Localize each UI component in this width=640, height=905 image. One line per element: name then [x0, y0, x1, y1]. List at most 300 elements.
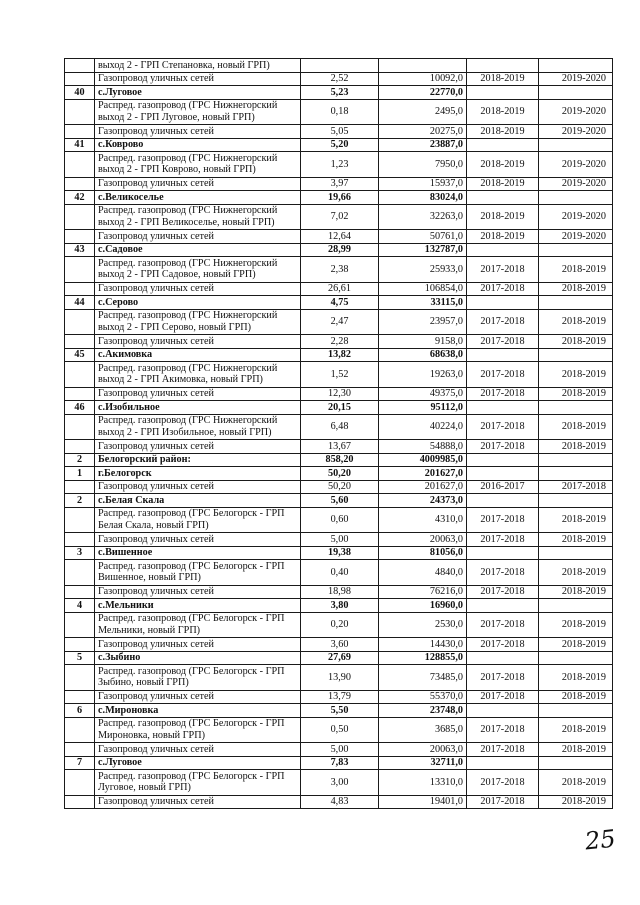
- description-cell: Распред. газопровод (ГРС Белогорск - ГРП Белая Скала, новый ГРП): [95, 507, 301, 533]
- row-number-cell: 1: [65, 467, 95, 481]
- length-cell: 27,69: [301, 651, 379, 665]
- cost-cell: 32263,0: [379, 204, 467, 230]
- end-period-cell: 2018-2019: [539, 612, 613, 638]
- row-number-cell: [65, 59, 95, 73]
- start-period-cell: [467, 453, 539, 467]
- description-cell: с.Серово: [95, 296, 301, 310]
- length-cell: 0,50: [301, 717, 379, 743]
- start-period-cell: [467, 243, 539, 257]
- start-period-cell: 2017-2018: [467, 507, 539, 533]
- start-period-cell: 2017-2018: [467, 795, 539, 809]
- table-row: [65, 665, 613, 691]
- end-period-cell: 2018-2019: [539, 257, 613, 283]
- end-period-cell: [539, 191, 613, 205]
- cost-cell: 55370,0: [379, 690, 467, 704]
- table-row: [65, 795, 613, 809]
- table-row: [65, 152, 613, 178]
- row-number-cell: 5: [65, 651, 95, 665]
- description-cell: с.Мельники: [95, 599, 301, 613]
- length-cell: 13,79: [301, 690, 379, 704]
- cost-cell: 15937,0: [379, 177, 467, 191]
- end-period-cell: 2019-2020: [539, 204, 613, 230]
- length-cell: 5,50: [301, 704, 379, 718]
- end-period-cell: 2019-2020: [539, 125, 613, 139]
- row-number-cell: 2: [65, 494, 95, 508]
- cost-cell: 132787,0: [379, 243, 467, 257]
- end-period-cell: [539, 494, 613, 508]
- length-cell: 20,15: [301, 401, 379, 415]
- row-number-cell: [65, 690, 95, 704]
- length-cell: 19,38: [301, 546, 379, 560]
- table-row: [65, 533, 613, 547]
- description-cell: Распред. газопровод (ГРС Белогорск - ГРП Мироновка, новый ГРП): [95, 717, 301, 743]
- length-cell: 3,00: [301, 770, 379, 796]
- description-cell: Газопровод уличных сетей: [95, 585, 301, 599]
- table-row: [65, 230, 613, 244]
- row-number-cell: [65, 795, 95, 809]
- end-period-cell: 2018-2019: [539, 507, 613, 533]
- description-cell: г.Белогорск: [95, 467, 301, 481]
- row-number-cell: [65, 230, 95, 244]
- row-number-cell: [65, 99, 95, 125]
- end-period-cell: 2018-2019: [539, 282, 613, 296]
- description-cell: с.Зыбино: [95, 651, 301, 665]
- start-period-cell: 2018-2019: [467, 72, 539, 86]
- table-row: [65, 282, 613, 296]
- start-period-cell: [467, 59, 539, 73]
- start-period-cell: 2017-2018: [467, 440, 539, 454]
- start-period-cell: 2017-2018: [467, 362, 539, 388]
- start-period-cell: [467, 651, 539, 665]
- description-cell: Газопровод уличных сетей: [95, 795, 301, 809]
- description-cell: Газопровод уличных сетей: [95, 177, 301, 191]
- length-cell: 12,30: [301, 387, 379, 401]
- cost-cell: 76216,0: [379, 585, 467, 599]
- length-cell: 50,20: [301, 467, 379, 481]
- description-cell: с.Луговое: [95, 756, 301, 770]
- table-body: [65, 59, 613, 809]
- cost-cell: 19401,0: [379, 795, 467, 809]
- length-cell: 3,97: [301, 177, 379, 191]
- table-row: [65, 362, 613, 388]
- cost-cell: 20063,0: [379, 533, 467, 547]
- cost-cell: 20275,0: [379, 125, 467, 139]
- start-period-cell: 2018-2019: [467, 230, 539, 244]
- table-section-row: [65, 138, 613, 152]
- table-section-row: [65, 191, 613, 205]
- cost-cell: 4009985,0: [379, 453, 467, 467]
- start-period-cell: [467, 546, 539, 560]
- row-number-cell: [65, 440, 95, 454]
- start-period-cell: [467, 704, 539, 718]
- table-section-row: [65, 494, 613, 508]
- cost-cell: 13310,0: [379, 770, 467, 796]
- end-period-cell: [539, 467, 613, 481]
- row-number-cell: 6: [65, 704, 95, 718]
- end-period-cell: 2019-2020: [539, 230, 613, 244]
- description-cell: Газопровод уличных сетей: [95, 480, 301, 494]
- end-period-cell: [539, 348, 613, 362]
- table-row: [65, 414, 613, 440]
- length-cell: 1,52: [301, 362, 379, 388]
- cost-cell: [379, 59, 467, 73]
- start-period-cell: 2017-2018: [467, 665, 539, 691]
- cost-cell: 25933,0: [379, 257, 467, 283]
- table-section-row: [65, 467, 613, 481]
- end-period-cell: 2018-2019: [539, 770, 613, 796]
- start-period-cell: [467, 401, 539, 415]
- length-cell: [301, 59, 379, 73]
- cost-cell: 23748,0: [379, 704, 467, 718]
- end-period-cell: 2017-2018: [539, 480, 613, 494]
- length-cell: 4,83: [301, 795, 379, 809]
- length-cell: 3,80: [301, 599, 379, 613]
- cost-cell: 73485,0: [379, 665, 467, 691]
- length-cell: 5,05: [301, 125, 379, 139]
- cost-cell: 7950,0: [379, 152, 467, 178]
- description-cell: Распред. газопровод (ГРС Нижнегорский выход 2 - ГРП Изобильное, новый ГРП): [95, 414, 301, 440]
- row-number-cell: [65, 717, 95, 743]
- end-period-cell: [539, 59, 613, 73]
- table-row: [65, 743, 613, 757]
- row-number-cell: 3: [65, 546, 95, 560]
- end-period-cell: 2018-2019: [539, 743, 613, 757]
- start-period-cell: 2017-2018: [467, 638, 539, 652]
- start-period-cell: 2017-2018: [467, 414, 539, 440]
- description-cell: Распред. газопровод (ГРС Белогорск - ГРП Вишенное, новый ГРП): [95, 560, 301, 586]
- description-cell: Газопровод уличных сетей: [95, 230, 301, 244]
- cost-cell: 201627,0: [379, 467, 467, 481]
- cost-cell: 23887,0: [379, 138, 467, 152]
- length-cell: 28,99: [301, 243, 379, 257]
- table-row: [65, 59, 613, 73]
- description-cell: Газопровод уличных сетей: [95, 387, 301, 401]
- end-period-cell: [539, 453, 613, 467]
- end-period-cell: 2018-2019: [539, 387, 613, 401]
- cost-cell: 16960,0: [379, 599, 467, 613]
- cost-cell: 19263,0: [379, 362, 467, 388]
- end-period-cell: 2018-2019: [539, 560, 613, 586]
- end-period-cell: [539, 401, 613, 415]
- table-row: [65, 204, 613, 230]
- length-cell: 19,66: [301, 191, 379, 205]
- row-number-cell: [65, 335, 95, 349]
- end-period-cell: [539, 243, 613, 257]
- description-cell: Газопровод уличных сетей: [95, 72, 301, 86]
- end-period-cell: 2018-2019: [539, 717, 613, 743]
- description-cell: Распред. газопровод (ГРС Нижнегорский выход 2 - ГРП Акимовка, новый ГРП): [95, 362, 301, 388]
- length-cell: 12,64: [301, 230, 379, 244]
- end-period-cell: 2018-2019: [539, 585, 613, 599]
- start-period-cell: [467, 599, 539, 613]
- length-cell: 0,20: [301, 612, 379, 638]
- length-cell: 2,52: [301, 72, 379, 86]
- length-cell: 7,02: [301, 204, 379, 230]
- end-period-cell: 2018-2019: [539, 533, 613, 547]
- description-cell: с.Акимовка: [95, 348, 301, 362]
- cost-cell: 33115,0: [379, 296, 467, 310]
- start-period-cell: [467, 756, 539, 770]
- cost-cell: 2530,0: [379, 612, 467, 638]
- end-period-cell: [539, 651, 613, 665]
- page-number: 25: [583, 824, 617, 856]
- end-period-cell: [539, 599, 613, 613]
- description-cell: выход 2 - ГРП Степановка, новый ГРП): [95, 59, 301, 73]
- table-section-row: [65, 599, 613, 613]
- length-cell: 2,47: [301, 309, 379, 335]
- row-number-cell: [65, 507, 95, 533]
- length-cell: 0,60: [301, 507, 379, 533]
- length-cell: 5,00: [301, 743, 379, 757]
- cost-cell: 32711,0: [379, 756, 467, 770]
- cost-cell: 3685,0: [379, 717, 467, 743]
- row-number-cell: [65, 152, 95, 178]
- cost-cell: 24373,0: [379, 494, 467, 508]
- row-number-cell: [65, 770, 95, 796]
- length-cell: 2,38: [301, 257, 379, 283]
- row-number-cell: [65, 585, 95, 599]
- start-period-cell: [467, 296, 539, 310]
- row-number-cell: [65, 362, 95, 388]
- end-period-cell: 2018-2019: [539, 309, 613, 335]
- row-number-cell: 7: [65, 756, 95, 770]
- table-row: [65, 480, 613, 494]
- length-cell: 5,23: [301, 86, 379, 100]
- end-period-cell: 2018-2019: [539, 690, 613, 704]
- description-cell: с.Великоселье: [95, 191, 301, 205]
- table-section-row: [65, 453, 613, 467]
- start-period-cell: 2017-2018: [467, 690, 539, 704]
- row-number-cell: 40: [65, 86, 95, 100]
- description-cell: с.Белая Скала: [95, 494, 301, 508]
- start-period-cell: 2017-2018: [467, 257, 539, 283]
- table-row: [65, 612, 613, 638]
- table-row: [65, 585, 613, 599]
- cost-cell: 54888,0: [379, 440, 467, 454]
- row-number-cell: [65, 125, 95, 139]
- row-number-cell: [65, 257, 95, 283]
- row-number-cell: [65, 560, 95, 586]
- end-period-cell: 2018-2019: [539, 795, 613, 809]
- description-cell: Газопровод уличных сетей: [95, 440, 301, 454]
- row-number-cell: [65, 309, 95, 335]
- gas-pipeline-table: [64, 58, 613, 809]
- start-period-cell: 2018-2019: [467, 125, 539, 139]
- description-cell: Газопровод уличных сетей: [95, 743, 301, 757]
- table-section-row: [65, 243, 613, 257]
- start-period-cell: 2017-2018: [467, 533, 539, 547]
- row-number-cell: [65, 612, 95, 638]
- length-cell: 3,60: [301, 638, 379, 652]
- start-period-cell: [467, 138, 539, 152]
- end-period-cell: [539, 756, 613, 770]
- end-period-cell: 2018-2019: [539, 440, 613, 454]
- end-period-cell: 2019-2020: [539, 99, 613, 125]
- cost-cell: 2495,0: [379, 99, 467, 125]
- cost-cell: 4310,0: [379, 507, 467, 533]
- end-period-cell: 2018-2019: [539, 335, 613, 349]
- description-cell: Газопровод уличных сетей: [95, 690, 301, 704]
- start-period-cell: 2017-2018: [467, 612, 539, 638]
- description-cell: Распред. газопровод (ГРС Белогорск - ГРП Мельники, новый ГРП): [95, 612, 301, 638]
- start-period-cell: 2018-2019: [467, 99, 539, 125]
- description-cell: с.Мироновка: [95, 704, 301, 718]
- end-period-cell: 2019-2020: [539, 177, 613, 191]
- start-period-cell: [467, 191, 539, 205]
- description-cell: Распред. газопровод (ГРС Белогорск - ГРП Луговое, новый ГРП): [95, 770, 301, 796]
- table-row: [65, 560, 613, 586]
- row-number-cell: [65, 387, 95, 401]
- end-period-cell: [539, 546, 613, 560]
- start-period-cell: 2017-2018: [467, 560, 539, 586]
- table-section-row: [65, 401, 613, 415]
- table-section-row: [65, 756, 613, 770]
- cost-cell: 50761,0: [379, 230, 467, 244]
- table-row: [65, 99, 613, 125]
- length-cell: 5,60: [301, 494, 379, 508]
- description-cell: Распред. газопровод (ГРС Белогорск - ГРП Зыбино, новый ГРП): [95, 665, 301, 691]
- end-period-cell: [539, 296, 613, 310]
- table-row: [65, 717, 613, 743]
- length-cell: 0,18: [301, 99, 379, 125]
- table-row: [65, 690, 613, 704]
- length-cell: 13,82: [301, 348, 379, 362]
- table-row: [65, 387, 613, 401]
- row-number-cell: 44: [65, 296, 95, 310]
- cost-cell: 128855,0: [379, 651, 467, 665]
- row-number-cell: [65, 480, 95, 494]
- start-period-cell: 2018-2019: [467, 204, 539, 230]
- row-number-cell: 42: [65, 191, 95, 205]
- length-cell: 13,67: [301, 440, 379, 454]
- table-row: [65, 72, 613, 86]
- table-row: [65, 440, 613, 454]
- row-number-cell: 2: [65, 453, 95, 467]
- description-cell: Белогорский район:: [95, 453, 301, 467]
- length-cell: 5,20: [301, 138, 379, 152]
- cost-cell: 68638,0: [379, 348, 467, 362]
- start-period-cell: [467, 86, 539, 100]
- start-period-cell: 2017-2018: [467, 717, 539, 743]
- description-cell: с.Вишенное: [95, 546, 301, 560]
- table-section-row: [65, 546, 613, 560]
- row-number-cell: 45: [65, 348, 95, 362]
- cost-cell: 49375,0: [379, 387, 467, 401]
- description-cell: Распред. газопровод (ГРС Нижнегорский выход 2 - ГРП Великоселье, новый ГРП): [95, 204, 301, 230]
- end-period-cell: 2018-2019: [539, 414, 613, 440]
- cost-cell: 10092,0: [379, 72, 467, 86]
- start-period-cell: 2017-2018: [467, 770, 539, 796]
- description-cell: Газопровод уличных сетей: [95, 282, 301, 296]
- description-cell: с.Коврово: [95, 138, 301, 152]
- cost-cell: 4840,0: [379, 560, 467, 586]
- table-row: [65, 257, 613, 283]
- length-cell: 858,20: [301, 453, 379, 467]
- end-period-cell: 2018-2019: [539, 638, 613, 652]
- description-cell: Распред. газопровод (ГРС Нижнегорский выход 2 - ГРП Коврово, новый ГРП): [95, 152, 301, 178]
- end-period-cell: 2019-2020: [539, 152, 613, 178]
- row-number-cell: [65, 72, 95, 86]
- end-period-cell: 2018-2019: [539, 362, 613, 388]
- start-period-cell: [467, 348, 539, 362]
- start-period-cell: 2018-2019: [467, 152, 539, 178]
- description-cell: с.Изобильное: [95, 401, 301, 415]
- table-row: [65, 309, 613, 335]
- start-period-cell: [467, 494, 539, 508]
- row-number-cell: 46: [65, 401, 95, 415]
- row-number-cell: [65, 665, 95, 691]
- start-period-cell: 2017-2018: [467, 309, 539, 335]
- description-cell: Распред. газопровод (ГРС Нижнегорский выход 2 - ГРП Серово, новый ГРП): [95, 309, 301, 335]
- table-row: [65, 638, 613, 652]
- row-number-cell: [65, 414, 95, 440]
- length-cell: 1,23: [301, 152, 379, 178]
- cost-cell: 14430,0: [379, 638, 467, 652]
- length-cell: 6,48: [301, 414, 379, 440]
- cost-cell: 95112,0: [379, 401, 467, 415]
- cost-cell: 9158,0: [379, 335, 467, 349]
- end-period-cell: 2018-2019: [539, 665, 613, 691]
- length-cell: 13,90: [301, 665, 379, 691]
- description-cell: Распред. газопровод (ГРС Нижнегорский выход 2 - ГРП Садовое, новый ГРП): [95, 257, 301, 283]
- description-cell: Газопровод уличных сетей: [95, 335, 301, 349]
- length-cell: 18,98: [301, 585, 379, 599]
- description-cell: Распред. газопровод (ГРС Нижнегорский выход 2 - ГРП Луговое, новый ГРП): [95, 99, 301, 125]
- length-cell: 50,20: [301, 480, 379, 494]
- start-period-cell: 2016-2017: [467, 480, 539, 494]
- length-cell: 5,00: [301, 533, 379, 547]
- cost-cell: 83024,0: [379, 191, 467, 205]
- start-period-cell: 2017-2018: [467, 585, 539, 599]
- start-period-cell: 2017-2018: [467, 743, 539, 757]
- row-number-cell: [65, 743, 95, 757]
- start-period-cell: [467, 467, 539, 481]
- table-row: [65, 335, 613, 349]
- table-row: [65, 507, 613, 533]
- cost-cell: 106854,0: [379, 282, 467, 296]
- row-number-cell: [65, 533, 95, 547]
- table-section-row: [65, 86, 613, 100]
- end-period-cell: 2019-2020: [539, 72, 613, 86]
- row-number-cell: [65, 204, 95, 230]
- length-cell: 7,83: [301, 756, 379, 770]
- description-cell: Газопровод уличных сетей: [95, 125, 301, 139]
- start-period-cell: 2018-2019: [467, 177, 539, 191]
- end-period-cell: [539, 86, 613, 100]
- length-cell: 26,61: [301, 282, 379, 296]
- row-number-cell: [65, 282, 95, 296]
- cost-cell: 81056,0: [379, 546, 467, 560]
- start-period-cell: 2017-2018: [467, 282, 539, 296]
- cost-cell: 23957,0: [379, 309, 467, 335]
- start-period-cell: 2017-2018: [467, 387, 539, 401]
- start-period-cell: 2017-2018: [467, 335, 539, 349]
- description-cell: с.Садовое: [95, 243, 301, 257]
- table-row: [65, 125, 613, 139]
- table-row: [65, 770, 613, 796]
- cost-cell: 20063,0: [379, 743, 467, 757]
- table-section-row: [65, 296, 613, 310]
- row-number-cell: [65, 638, 95, 652]
- length-cell: 0,40: [301, 560, 379, 586]
- description-cell: Газопровод уличных сетей: [95, 638, 301, 652]
- row-number-cell: 4: [65, 599, 95, 613]
- row-number-cell: 41: [65, 138, 95, 152]
- table-section-row: [65, 348, 613, 362]
- table-section-row: [65, 704, 613, 718]
- description-cell: с.Луговое: [95, 86, 301, 100]
- table-row: [65, 177, 613, 191]
